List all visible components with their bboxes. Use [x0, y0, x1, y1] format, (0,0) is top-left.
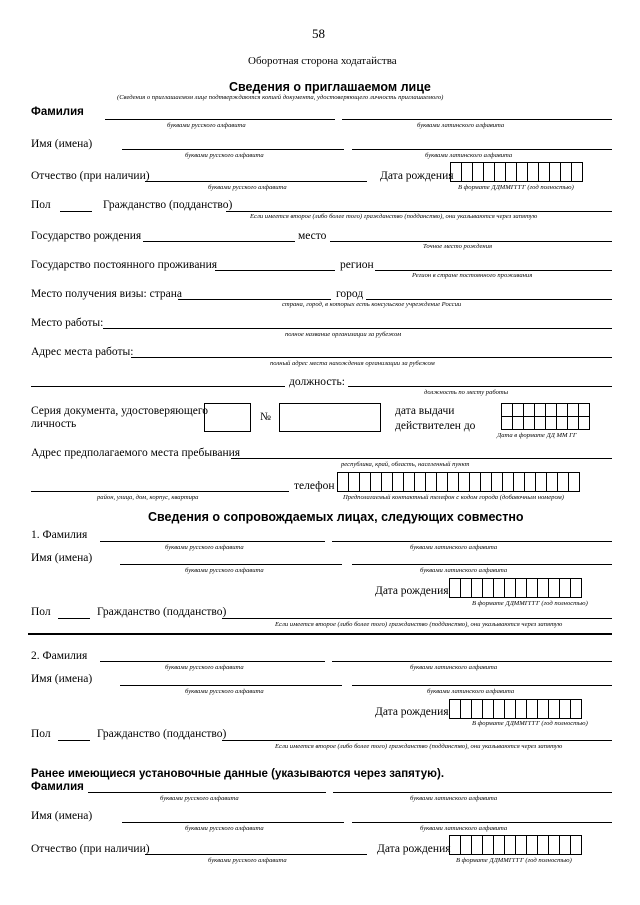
work-address-hint: полный адрес места нахождения организации за рубежом	[270, 360, 435, 367]
companion1-birth-date-hint: В формате ДДММГГГГ (год полностью)	[472, 600, 588, 607]
position-hint: должность по месту работы	[424, 389, 509, 396]
companion2-surname-latin-hint: буквами латинского алфавита	[410, 664, 498, 671]
companion1-sex-field[interactable]	[58, 618, 90, 619]
companion1-birth-date-grid[interactable]	[449, 578, 582, 598]
doc-date-hint: Дата в формате ДД ММ ГГ	[497, 432, 577, 439]
residence-field[interactable]	[215, 270, 335, 271]
birth-date-hint: В формате ДДММГГГГ (год полностью)	[458, 184, 574, 191]
companion1-birth-date-label: Дата рождения	[375, 585, 449, 597]
birth-country-label: Государство рождения	[31, 230, 142, 242]
first-name-russian-field[interactable]	[122, 149, 344, 150]
stay-address-field[interactable]	[231, 458, 612, 459]
work-address-line2-field[interactable]	[31, 386, 285, 387]
companion2-surname-russian-field[interactable]	[100, 661, 325, 662]
first-name-latin-field[interactable]	[352, 149, 612, 150]
region-label: регион	[340, 259, 374, 271]
companion2-surname-label: 2. Фамилия	[31, 650, 88, 662]
companion1-sex-label: Пол	[31, 606, 51, 618]
surname-russian-field[interactable]	[105, 119, 335, 120]
patronymic-label: Отчество (при наличии)	[31, 170, 150, 182]
previous-surname-label: Фамилия	[31, 781, 84, 793]
companion2-first-name-label: Имя (имена)	[31, 673, 93, 685]
companions-section-title: Сведения о сопровождаемых лицах, следующих совместно	[148, 510, 524, 524]
position-label: должность:	[289, 376, 345, 388]
citizenship-field[interactable]	[226, 211, 612, 212]
stay-address-label: Адрес предполагаемого места пребывания	[31, 447, 241, 459]
companion2-birth-date-hint: В формате ДДММГГГГ (год полностью)	[472, 720, 588, 727]
companion2-surname-russian-hint: буквами русского алфавита	[165, 664, 244, 671]
companion1-citizenship-field[interactable]	[222, 618, 612, 619]
surname-latin-field[interactable]	[342, 119, 612, 120]
companion2-surname-latin-field[interactable]	[332, 661, 612, 662]
companion2-first-name-latin-field[interactable]	[352, 685, 612, 686]
previous-first-name-russian-field[interactable]	[122, 822, 344, 823]
visa-city-field[interactable]	[366, 299, 612, 300]
previous-first-name-russian-hint: буквами русского алфавита	[185, 825, 264, 832]
workplace-hint: полное название организации за рубежом	[285, 331, 402, 338]
issue-date-label: дата выдачи	[395, 405, 455, 417]
surname-label: Фамилия	[31, 106, 84, 118]
form-side-label: Оборотная сторона ходатайства	[248, 55, 397, 67]
companion2-sex-label: Пол	[31, 728, 51, 740]
companion1-first-name-latin-hint: буквами латинского алфавита	[420, 567, 508, 574]
work-address-label: Адрес места работы:	[31, 346, 134, 358]
patronymic-hint: буквами русского алфавита	[208, 184, 287, 191]
valid-until-label: действителен до	[395, 420, 476, 432]
region-field[interactable]	[375, 270, 612, 271]
section-divider	[28, 633, 612, 635]
sex-label: Пол	[31, 199, 51, 211]
companion1-citizenship-hint: Если имеется второе (либо более того) гражданство (подданство), они указываются через запятую	[275, 621, 563, 628]
first-name-russian-hint: буквами русского алфавита	[185, 152, 264, 159]
stay-address-hint: республика, край, область, населенный пункт	[341, 461, 470, 468]
valid-until-grid[interactable]	[501, 416, 590, 430]
companion1-surname-latin-field[interactable]	[332, 541, 612, 542]
phone-grid[interactable]	[337, 472, 580, 492]
previous-patronymic-field[interactable]	[145, 854, 367, 855]
previous-surname-latin-field[interactable]	[333, 792, 612, 793]
work-address-field[interactable]	[131, 357, 612, 358]
companion1-first-name-russian-hint: буквами русского алфавита	[185, 567, 264, 574]
birth-country-field[interactable]	[143, 241, 295, 242]
companion1-first-name-russian-field[interactable]	[120, 564, 342, 565]
surname-latin-hint: буквами латинского алфавита	[417, 122, 505, 129]
companion1-first-name-latin-field[interactable]	[352, 564, 612, 565]
companion2-citizenship-label: Гражданство (подданство)	[97, 728, 227, 740]
citizenship-hint: Если имеется второе (либо более того) гражданство (подданство), они указываются через запятую	[250, 213, 538, 220]
phone-hint: Предполагаемый контактный телефон с кодом города (добавочным номером)	[343, 494, 564, 501]
birth-date-grid[interactable]	[450, 162, 583, 182]
birth-date-label: Дата рождения	[380, 170, 454, 182]
first-name-latin-hint: буквами латинского алфавита	[425, 152, 513, 159]
citizenship-label: Гражданство (подданство)	[103, 199, 233, 211]
issue-date-grid[interactable]	[501, 403, 590, 417]
birth-place-label: место	[298, 230, 327, 242]
workplace-field[interactable]	[103, 328, 612, 329]
companion2-citizenship-hint: Если имеется второе (либо более того) гражданство (подданство), они указываются через запятую	[275, 743, 563, 750]
region-hint: Регион в стране постоянного проживания	[412, 272, 533, 279]
companion1-surname-russian-hint: буквами русского алфавита	[165, 544, 244, 551]
previous-first-name-label: Имя (имена)	[31, 810, 93, 822]
page-number: 58	[312, 26, 325, 41]
visa-hint: страна, город, в которых есть консульское учреждение России	[282, 301, 462, 308]
patronymic-field[interactable]	[145, 181, 367, 182]
street-hint: район, улица, дом, корпус, квартира	[97, 494, 199, 501]
birth-place-field[interactable]	[330, 241, 612, 242]
first-name-label: Имя (имена)	[31, 138, 93, 150]
companion2-sex-field[interactable]	[58, 740, 90, 741]
previous-surname-russian-field[interactable]	[88, 792, 326, 793]
visa-city-label: город	[336, 288, 364, 300]
previous-birth-date-grid[interactable]	[449, 835, 582, 855]
previous-patronymic-label: Отчество (при наличии)	[31, 843, 150, 855]
companion2-first-name-russian-hint: буквами русского алфавита	[185, 688, 264, 695]
companion2-birth-date-grid[interactable]	[449, 699, 582, 719]
previous-birth-date-hint: В формате ДДММГГГГ (год полностью)	[456, 857, 572, 864]
companion1-surname-russian-field[interactable]	[100, 541, 325, 542]
companion2-first-name-russian-field[interactable]	[120, 685, 342, 686]
sex-field[interactable]	[60, 211, 92, 212]
visa-country-field[interactable]	[178, 299, 331, 300]
companion1-first-name-label: Имя (имена)	[31, 552, 93, 564]
companion2-birth-date-label: Дата рождения	[375, 706, 449, 718]
invitee-section-title: Сведения о приглашаемом лице	[229, 80, 431, 94]
previous-birth-date-label: Дата рождения	[377, 843, 451, 855]
previous-surname-russian-hint: буквами русского алфавита	[160, 795, 239, 802]
doc-number-label: №	[260, 411, 271, 423]
previous-patronymic-hint: буквами русского алфавита	[208, 857, 287, 864]
doc-series-label-line1: Серия документа, удостоверяющего	[31, 405, 209, 417]
workplace-label: Место работы:	[31, 317, 104, 329]
previous-first-name-latin-field[interactable]	[352, 822, 612, 823]
doc-series-box[interactable]	[204, 403, 251, 432]
doc-number-box[interactable]	[279, 403, 381, 432]
phone-label: телефон	[294, 480, 335, 492]
doc-series-label-line2: личность	[31, 418, 77, 430]
companion1-surname-latin-hint: буквами латинского алфавита	[410, 544, 498, 551]
surname-russian-hint: буквами русского алфавита	[167, 122, 246, 129]
previous-section-title: Ранее имеющиеся установочные данные (указываются через запятую).	[31, 768, 445, 780]
companion1-citizenship-label: Гражданство (подданство)	[97, 606, 227, 618]
invitee-section-subtitle: (Сведения о приглашаемом лице подтверждаются копией документа, удостоверяющего личность приглашаемого)	[117, 94, 444, 101]
residence-label: Государство постоянного проживания	[31, 259, 218, 271]
street-field[interactable]	[31, 491, 289, 492]
previous-first-name-latin-hint: буквами латинского алфавита	[420, 825, 508, 832]
companion2-first-name-latin-hint: буквами латинского алфавита	[427, 688, 515, 695]
previous-surname-latin-hint: буквами латинского алфавита	[410, 795, 498, 802]
companion1-surname-label: 1. Фамилия	[31, 529, 88, 541]
companion2-citizenship-field[interactable]	[222, 740, 612, 741]
position-field[interactable]	[348, 386, 612, 387]
birth-place-hint: Точное место рождения	[423, 243, 493, 250]
visa-country-label: Место получения визы: страна	[31, 288, 182, 300]
